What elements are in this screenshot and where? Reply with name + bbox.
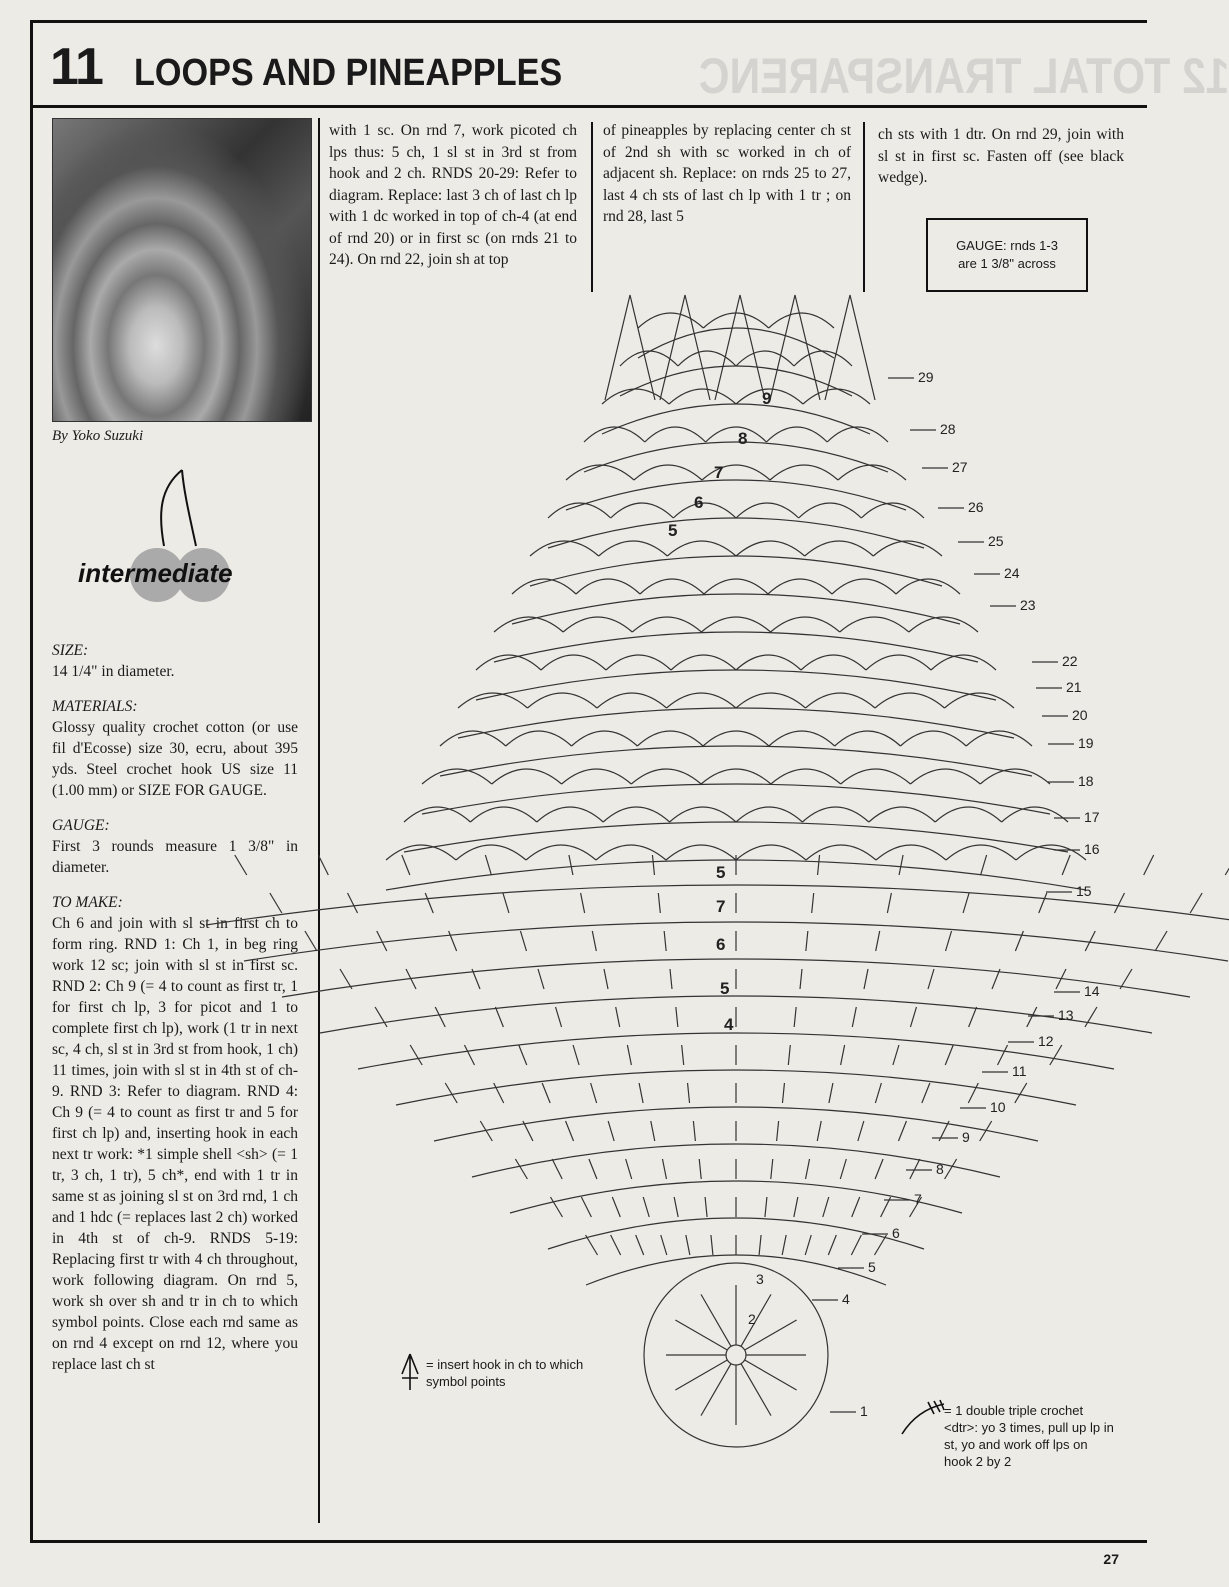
instructions-column-4: ch sts with 1 dtr. On rnd 29, join with sl st in first sc. Fasten off (see black wedge). [878,126,1124,186]
diagram-round-label: 22 [1062,653,1078,669]
diagram-center-number: 6 [694,493,704,512]
diagram-stitch [1155,931,1167,951]
diagram-round-label: 1 [860,1403,868,1419]
column-divider-1 [318,118,320,1523]
diagram-center-number: 6 [716,935,726,954]
dtr-symbol-icon [898,1400,948,1436]
diagram-round-label: 28 [940,421,956,437]
gauge-heading: GAUGE: [52,817,110,834]
diagram-round-label: 12 [1038,1033,1054,1049]
diagram-round-label: 29 [918,369,934,385]
diagram-center-number: 5 [720,979,730,998]
column-divider-2 [591,122,593,292]
materials-text: Glossy quality crochet cotton (or use fil d'Ecosse) size 30, ecru, about 395 yds. Steel crochet hook US size 11 (1.00 mm) or SIZE FOR GAUGE. [52,719,298,799]
instructions-column-2: with 1 sc. On rnd 7, work picoted ch lps thus: 5 ch, 1 sl st in 3rd st from hook and 2 ch. RNDS 20-29: Refer to diagram. Replace: last 3 ch of last ch lp with 1 dc worked in top of ch-4 (at end of rnd 20) or in first sc (on rnds 21 to 24). On rnd 22, join sh at top [329,122,577,268]
diagram-round-label: 14 [1084,983,1100,999]
bleed-through-title: 12 TOTAL TRANSPARENC [698,48,1229,104]
pattern-number: 11 [50,38,103,96]
diagram-round-label: 8 [936,1161,944,1177]
tomake-text: Ch 6 and join with sl st in first ch to form ring. RND 1: Ch 1, in beg ring work 12 sc; join with sl st in first sc. RND 2: Ch 9 (= 4 to count as first tr, 1 for first ch lp, 3 for picot and 1 to complete first ch lp), work (1 tr in next sc, 4 ch, sl st in 3rd st from hook, 1 ch) 11 times, join with sl st in 4th st of ch-9. RND 3: Refer to diagram. RND 4: Ch 9 (= 4 to count as first tr and 5 for first ch lp) and, inserting hook in each next tr work: *1 simple shell <sh> (= 1 tr, 3 ch, 1 tr), 5 ch*, end with 1 tr in same st as joining sl st on 3rd rnd, 1 ch and 1 hdc (= replaces last 2 ch) worked in 4th st of ch-9. RNDS 5-19: Replacing first tr with 4 ch throughout, work following diagram. On rnd 5, work sh over sh and tr in ch to which symbol points. Close each rnd same as on rnd 4 except on rnd 12, where you replace last ch st [52,915,298,1373]
legend-insert-hook: = insert hook in ch to which symbol points [426,1357,584,1389]
diagram-center-number: 7 [716,897,726,916]
gauge-text: First 3 rounds measure 1 3/8" in diameter. [52,838,298,876]
diagram-stitch [1190,893,1202,913]
instructions-left-column [52,630,298,1375]
photo-credit: By Yoko Suzuki [52,428,144,444]
diagram-round-label: 17 [1084,809,1100,825]
diagram-round-label: 6 [892,1225,900,1241]
diagram-round-label: 18 [1078,773,1094,789]
diagram-round-label: 26 [968,499,984,515]
diagram-round-label: 10 [990,1099,1006,1115]
insert-hook-symbol-icon [398,1352,422,1392]
size-text: 14 1/4" in diameter. [52,663,175,680]
diagram-stitch [1225,855,1229,875]
diagram-center-number: 7 [714,463,724,482]
doily-photo [52,118,312,422]
diagram-round-label: 27 [952,459,968,475]
materials-heading: MATERIALS: [52,698,138,715]
gauge-box [926,218,1088,292]
gauge-box-line2: are 1 3/8" across [958,256,1056,271]
diagram-round-label: 15 [1076,883,1092,899]
instructions-column-3: of pineapples by replacing center ch st of 2nd sh with sc worked in ch of adjacent sh. Replace: on rnds 25 to 27, last 4 ch sts of last ch lp with 1 tr ; on rnd 28, last 5 [603,122,851,225]
diagram-round-label: 4 [842,1291,850,1307]
skill-level: intermediate [78,558,233,588]
diagram-round-label: 11 [1012,1063,1027,1079]
diagram-round-label: 7 [914,1191,922,1207]
diagram-round-label: 20 [1072,707,1088,723]
diagram-round-label: 23 [1020,597,1036,613]
diagram-round-label: 19 [1078,735,1094,751]
diagram-round-label: 24 [1004,565,1020,581]
tomake-heading: TO MAKE: [52,894,123,911]
diagram-core-label: 2 [748,1311,756,1327]
diagram-core-label: 3 [756,1271,764,1287]
size-heading: SIZE: [52,642,89,659]
diagram-center-number: 5 [668,521,678,540]
cherry-stem-icon [150,468,210,548]
diagram-round-label: 21 [1066,679,1082,695]
diagram-center-number: 8 [738,429,748,448]
column-divider-3 [863,122,865,292]
diagram-round-label: 16 [1084,841,1100,857]
diagram-center-number: 5 [716,863,726,882]
diagram-round-label: 25 [988,533,1004,549]
page-number: 27 [1103,1551,1119,1567]
title-bar [30,20,1229,108]
diagram-round-label: 13 [1058,1007,1074,1023]
diagram-round-label: 5 [868,1259,876,1275]
diagram-round-label: 9 [962,1129,970,1145]
gauge-box-line1: GAUGE: rnds 1-3 [956,238,1058,253]
diagram-center-number: 9 [762,389,772,408]
page-title: LOOPS AND PINEAPPLES [134,52,563,94]
diagram-center-number: 4 [724,1015,734,1034]
legend-dtr: = 1 double triple crochet <dtr>: yo 3 times, pull up lp in st, yo and work off lps on hook 2 by 2 [944,1403,1114,1469]
